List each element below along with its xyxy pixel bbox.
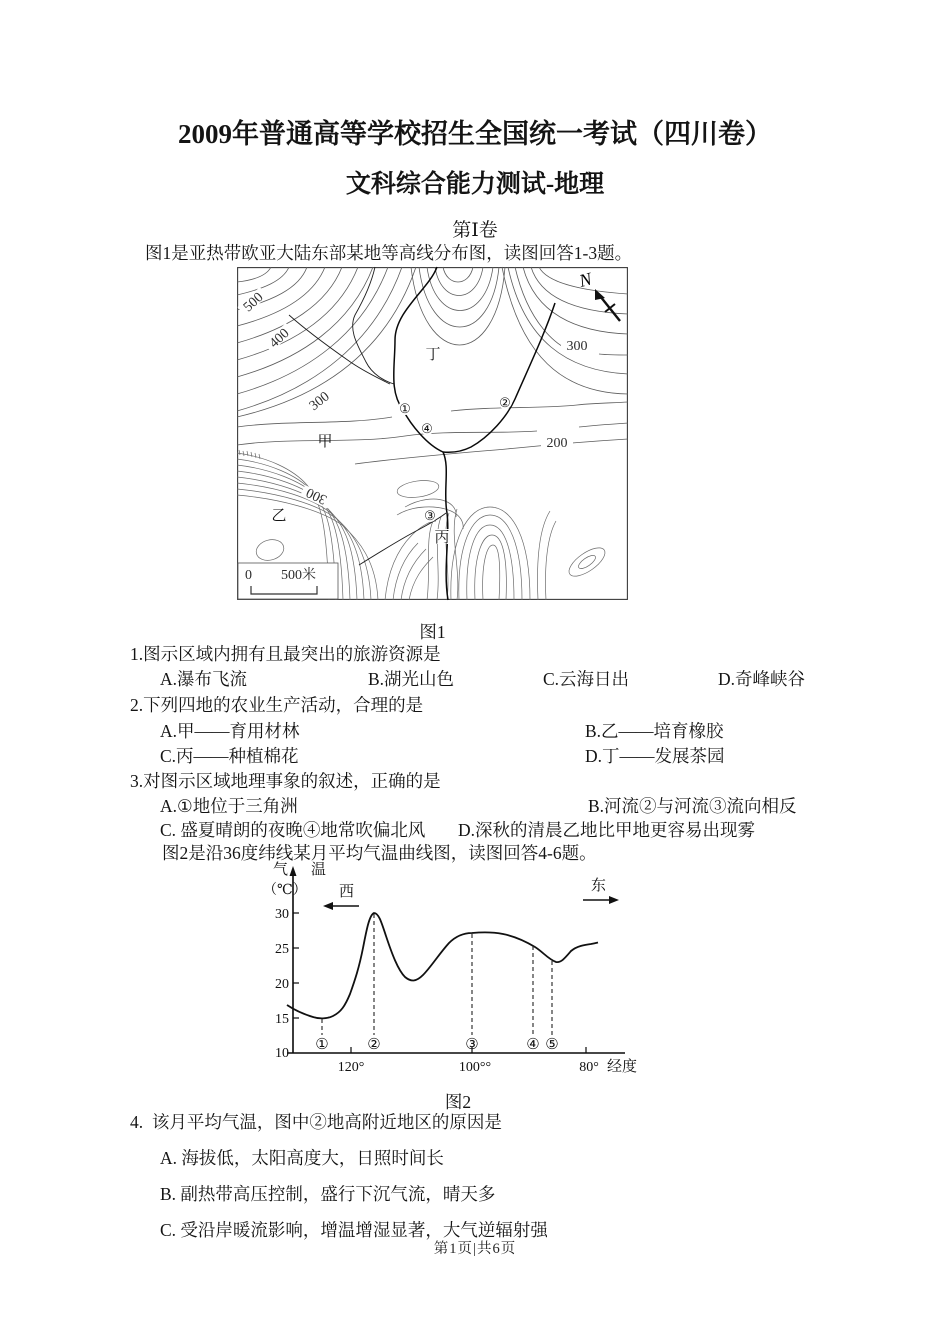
svg-text:东: 东 [591, 878, 607, 894]
river-2 [443, 303, 555, 452]
q1-option-a: A.瀑布飞流 [160, 669, 248, 689]
scale-bar [238, 563, 338, 599]
svg-text:300: 300 [304, 484, 330, 507]
svg-text:300: 300 [306, 389, 333, 414]
q1-option-d: D.奇峰峡谷 [718, 669, 806, 689]
place-label-ding: 丁 [425, 347, 441, 363]
svg-text:0: 0 [245, 568, 252, 583]
contours-northeast [502, 267, 628, 394]
svg-text:④: ④ [526, 1037, 540, 1053]
svg-text:120°: 120° [337, 1060, 365, 1075]
figure1-contour-map [237, 267, 628, 600]
map-point-4 [420, 421, 434, 436]
svg-text:10: 10 [275, 1046, 289, 1061]
svg-text:西: 西 [339, 884, 355, 900]
section-heading: 第Ⅰ卷 [452, 220, 498, 241]
elevation-label-500 [237, 287, 269, 318]
question-3-text: 3.对图示区域地理事象的叙述，正确的是 [130, 771, 441, 791]
north-arrow-icon [576, 268, 620, 321]
q3-option-d: D.深秋的清晨乙地比甲地更容易出现雾 [458, 820, 756, 840]
q3-option-c: C. 盛夏晴朗的夜晚④地常吹偏北风 [160, 820, 426, 840]
q2-option-c: C.丙——种植棉花 [160, 746, 299, 766]
svg-text:N: N [577, 268, 594, 291]
q3-option-a: A.①地位于三角洲 [160, 796, 298, 816]
y-axis-title-left: 气 [273, 862, 289, 878]
elevation-label-200 [541, 436, 573, 451]
q2-option-d: D.丁——发展茶园 [585, 746, 725, 766]
svg-text:500: 500 [240, 290, 267, 316]
q3-option-b: B.河流②与河流③流向相反 [588, 796, 797, 816]
svg-text:80°: 80° [579, 1060, 599, 1075]
q4-option-c: C. 受沿岸暖流影响，增温增湿显著，大气逆辐射强 [160, 1220, 548, 1240]
svg-text:③: ③ [424, 508, 436, 523]
q1-option-c: C.云海日出 [543, 669, 630, 689]
q2-option-a: A.甲——育用材林 [160, 721, 300, 741]
svg-text:③: ③ [465, 1037, 479, 1053]
question-1-text: 1.图示区域内拥有且最突出的旅游资源是 [130, 644, 441, 664]
y-axis-unit: （℃） [263, 883, 307, 898]
temperature-curve [287, 913, 598, 1018]
map-point-1 [398, 401, 412, 416]
contours-ding-spur [411, 267, 505, 345]
svg-text:200: 200 [546, 436, 568, 451]
figure2-caption: 图2 [444, 1092, 472, 1112]
svg-text:①: ① [315, 1037, 329, 1053]
x-axis-ticks [338, 1047, 637, 1075]
east-arrow [583, 877, 619, 904]
svg-text:100°°: 100°° [458, 1060, 492, 1075]
figure1-caption: 图1 [419, 622, 446, 642]
svg-text:①: ① [399, 401, 411, 416]
page-footer: 第1页|共6页 [433, 1241, 517, 1257]
figure2-temperature-chart [253, 856, 663, 1084]
y-axis-title-right: 温 [311, 862, 327, 878]
svg-text:丙: 丙 [434, 530, 450, 546]
svg-text:④: ④ [421, 421, 433, 436]
svg-text:⑤: ⑤ [545, 1037, 559, 1053]
elevation-label-300-sw [300, 482, 334, 508]
map-point-2 [498, 395, 512, 410]
y-axis-ticks [275, 907, 299, 1061]
question-4-text: 4. 该月平均气温，图中②地高附近地区的原因是 [130, 1112, 502, 1132]
place-label-yi: 乙 [271, 508, 287, 524]
svg-text:20: 20 [275, 977, 289, 992]
q2-option-b: B.乙——培育橡胶 [585, 721, 724, 741]
x-axis-label: 经度 [607, 1059, 638, 1075]
place-label-jia: 甲 [317, 434, 333, 450]
svg-text:300: 300 [566, 339, 588, 354]
map-point-3 [423, 508, 437, 523]
figure1-intro-text: 图1是亚热带欧亚大陆东部某地等高线分布图，读图回答1-3题。 [145, 243, 633, 263]
contours-gorge [385, 478, 609, 600]
page-title: 2009年普通高等学校招生全国统一考试（四川卷） [178, 119, 772, 149]
q4-option-b: B. 副热带高压控制，盛行下沉气流，晴天多 [160, 1184, 496, 1204]
svg-text:25: 25 [275, 942, 289, 957]
elevation-label-300-nw [303, 386, 336, 416]
place-label-bing [434, 529, 451, 546]
svg-text:400: 400 [266, 326, 293, 352]
svg-text:②: ② [499, 395, 511, 410]
page-subtitle: 文科综合能力测试-地理 [345, 171, 605, 198]
svg-text:15: 15 [275, 1012, 289, 1027]
figure2-intro-text: 图2是沿36度纬线某月平均气温曲线图，读图回答4-6题。 [162, 843, 597, 863]
svg-text:②: ② [367, 1037, 381, 1053]
q1-option-b: B.湖光山色 [368, 669, 455, 689]
q4-option-a: A. 海拔低，太阳高度大，日照时间长 [160, 1148, 444, 1168]
y-axis-arrow [290, 866, 297, 876]
west-arrow [323, 883, 359, 910]
river-main-lower [443, 452, 448, 600]
svg-text:500米: 500米 [281, 568, 316, 583]
marker-labels [315, 1037, 558, 1053]
svg-text:30: 30 [275, 907, 289, 922]
elevation-label-300-ne [561, 339, 593, 354]
question-2-text: 2.下列四地的农业生产活动，合理的是 [130, 695, 424, 715]
